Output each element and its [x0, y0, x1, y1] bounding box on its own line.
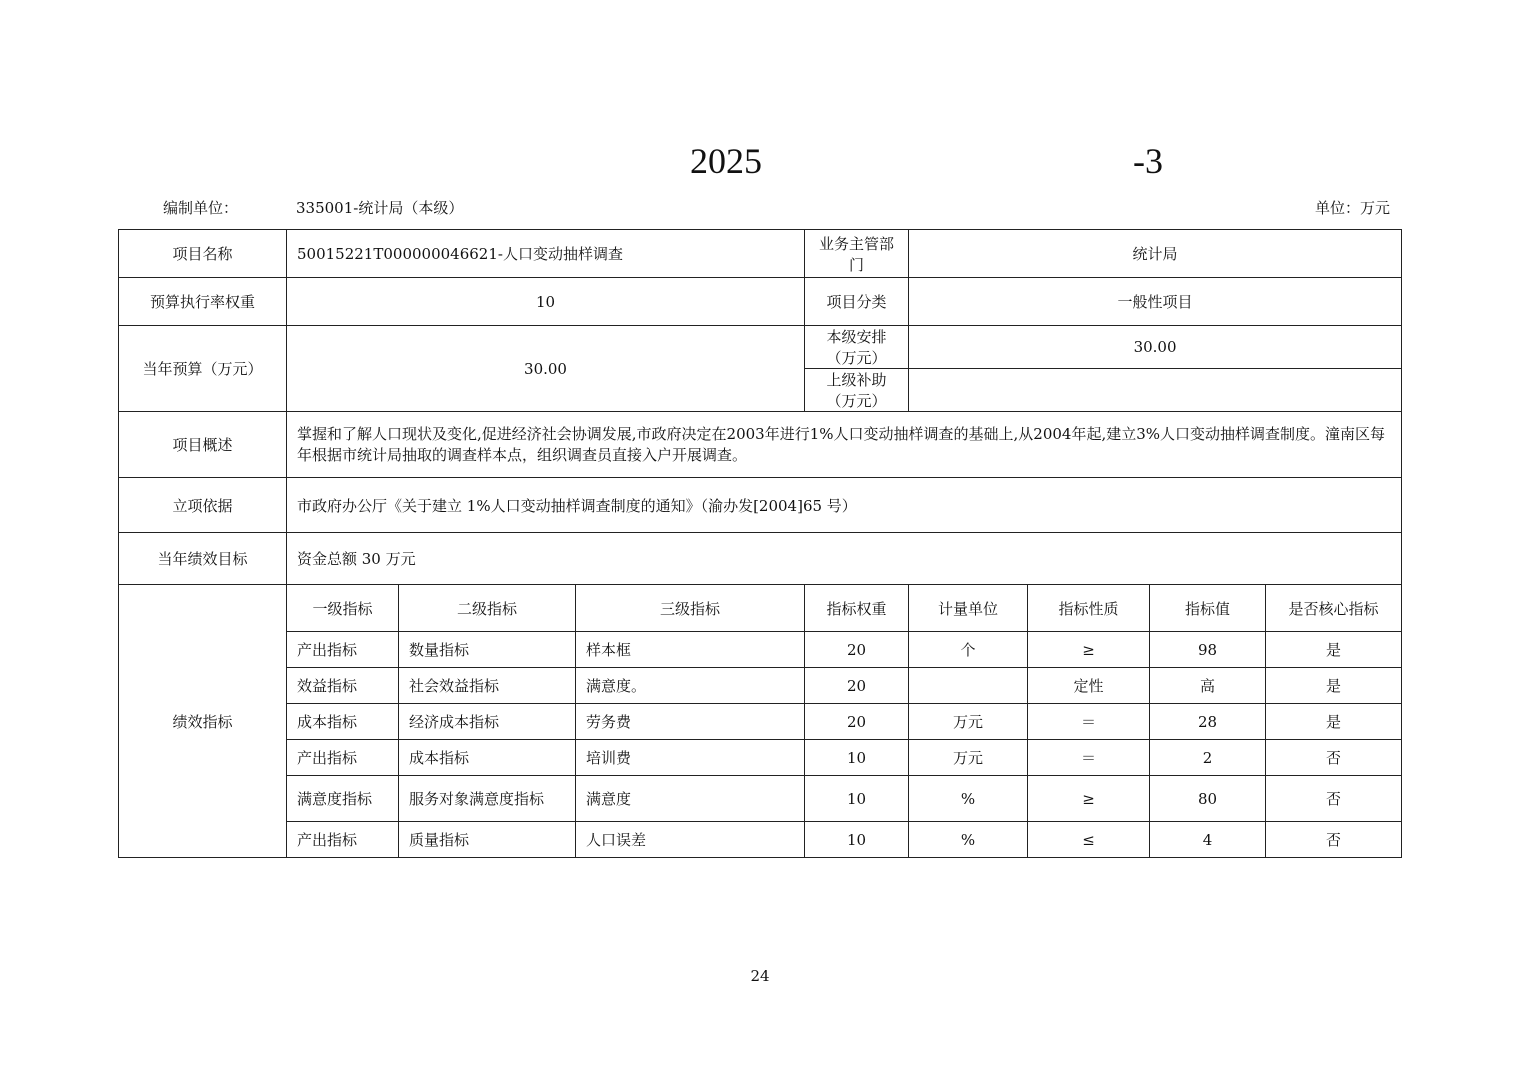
cell-unit: % [909, 822, 1028, 858]
cell-weight: 10 [805, 776, 909, 822]
indicator-header-row [119, 585, 1402, 632]
cell-unit: 个 [909, 632, 1028, 668]
cell-weight: 10 [805, 740, 909, 776]
row-overview [119, 412, 1402, 478]
cell-level1: 满意度指标 [287, 776, 399, 822]
cell-level1: 产出指标 [287, 822, 399, 858]
table-row [119, 668, 1402, 704]
cell-value: 80 [1150, 776, 1266, 822]
local-value: 30.00 [909, 326, 1402, 369]
cell-weight: 20 [805, 632, 909, 668]
cell-weight: 20 [805, 704, 909, 740]
cell-core: 否 [1266, 740, 1402, 776]
cell-level2: 成本指标 [399, 740, 576, 776]
budget-value: 30.00 [287, 326, 805, 412]
basis-label: 立项依据 [119, 478, 287, 533]
row-weight [119, 278, 1402, 326]
project-name-label: 项目名称 [119, 230, 287, 278]
upper-label: 上级补助（万元） [805, 369, 909, 412]
cell-core: 否 [1266, 776, 1402, 822]
cell-value: 2 [1150, 740, 1266, 776]
cell-value: 98 [1150, 632, 1266, 668]
cell-nature: ≥ [1028, 776, 1150, 822]
table-row [119, 632, 1402, 668]
org-value: 335001-统计局（本级） [296, 199, 464, 217]
cell-nature: 定性 [1028, 668, 1150, 704]
project-name-value: 50015221T000000046621-人口变动抽样调查 [287, 230, 805, 278]
cell-unit [909, 668, 1028, 704]
cell-weight: 10 [805, 822, 909, 858]
dept-label: 业务主管部门 [805, 230, 909, 278]
overview-value: 掌握和了解人口现状及变化,促进经济社会协调发展,市政府决定在2003年进行1%人口变动抽样调查的基础上,从2004年起,建立3%人口变动抽样调查制度。潼南区每年根据市统计局抽取的调查样本点，组织调查员直接入户开展调查。 [287, 412, 1402, 478]
header-nature: 指标性质 [1028, 585, 1150, 632]
budget-label: 当年预算（万元） [119, 326, 287, 412]
local-label: 本级安排（万元） [805, 326, 909, 369]
header-weight: 指标权重 [805, 585, 909, 632]
cell-unit: % [909, 776, 1028, 822]
header-core: 是否核心指标 [1266, 585, 1402, 632]
cell-level2: 数量指标 [399, 632, 576, 668]
cell-level1: 产出指标 [287, 740, 399, 776]
header-level3: 三级指标 [576, 585, 805, 632]
cell-level3: 样本框 [576, 632, 805, 668]
project-table [118, 229, 1402, 858]
cell-core: 是 [1266, 704, 1402, 740]
cell-level1: 效益指标 [287, 668, 399, 704]
table-row [119, 822, 1402, 858]
cell-level2: 经济成本指标 [399, 704, 576, 740]
indicators-section-label: 绩效指标 [119, 585, 287, 858]
header-unit: 计量单位 [909, 585, 1028, 632]
cell-level1: 产出指标 [287, 632, 399, 668]
cell-nature: ≤ [1028, 822, 1150, 858]
dept-value: 统计局 [909, 230, 1402, 278]
cell-nature: ≥ [1028, 632, 1150, 668]
cell-level3: 满意度 [576, 776, 805, 822]
cell-nature: ＝ [1028, 740, 1150, 776]
cell-value: 高 [1150, 668, 1266, 704]
overview-label: 项目概述 [119, 412, 287, 478]
category-label: 项目分类 [805, 278, 909, 326]
row-goal [119, 533, 1402, 585]
title-year: 2025 [690, 141, 762, 181]
cell-level2: 社会效益指标 [399, 668, 576, 704]
unit-label: 单位：万元 [1314, 199, 1390, 217]
cell-level1: 成本指标 [287, 704, 399, 740]
weight-label: 预算执行率权重 [119, 278, 287, 326]
table-row [119, 704, 1402, 740]
cell-level3: 人口误差 [576, 822, 805, 858]
row-budget [119, 326, 1402, 369]
cell-weight: 20 [805, 668, 909, 704]
category-value: 一般性项目 [909, 278, 1402, 326]
row-project-name [119, 230, 1402, 278]
cell-core: 是 [1266, 632, 1402, 668]
cell-level2: 服务对象满意度指标 [399, 776, 576, 822]
cell-level3: 满意度。 [576, 668, 805, 704]
cell-core: 否 [1266, 822, 1402, 858]
cell-unit: 万元 [909, 704, 1028, 740]
table-row [119, 740, 1402, 776]
header-level2: 二级指标 [399, 585, 576, 632]
cell-value: 4 [1150, 822, 1266, 858]
weight-value: 10 [287, 278, 805, 326]
cell-nature: ＝ [1028, 704, 1150, 740]
header-level1: 一级指标 [287, 585, 399, 632]
table-row [119, 776, 1402, 822]
cell-level3: 培训费 [576, 740, 805, 776]
page-number: 24 [750, 967, 770, 985]
cell-unit: 万元 [909, 740, 1028, 776]
cell-core: 是 [1266, 668, 1402, 704]
cell-level3: 劳务费 [576, 704, 805, 740]
basis-value: 市政府办公厅《关于建立 1%人口变动抽样调查制度的通知》（渝办发[2004]65 号） [287, 478, 1402, 533]
goal-value: 资金总额 30 万元 [287, 533, 1402, 585]
row-basis [119, 478, 1402, 533]
title-suffix: -3 [1133, 141, 1163, 181]
cell-level2: 质量指标 [399, 822, 576, 858]
cell-value: 28 [1150, 704, 1266, 740]
goal-label: 当年绩效目标 [119, 533, 287, 585]
header-value: 指标值 [1150, 585, 1266, 632]
org-label: 编制单位： [163, 199, 239, 217]
upper-value [909, 369, 1402, 412]
